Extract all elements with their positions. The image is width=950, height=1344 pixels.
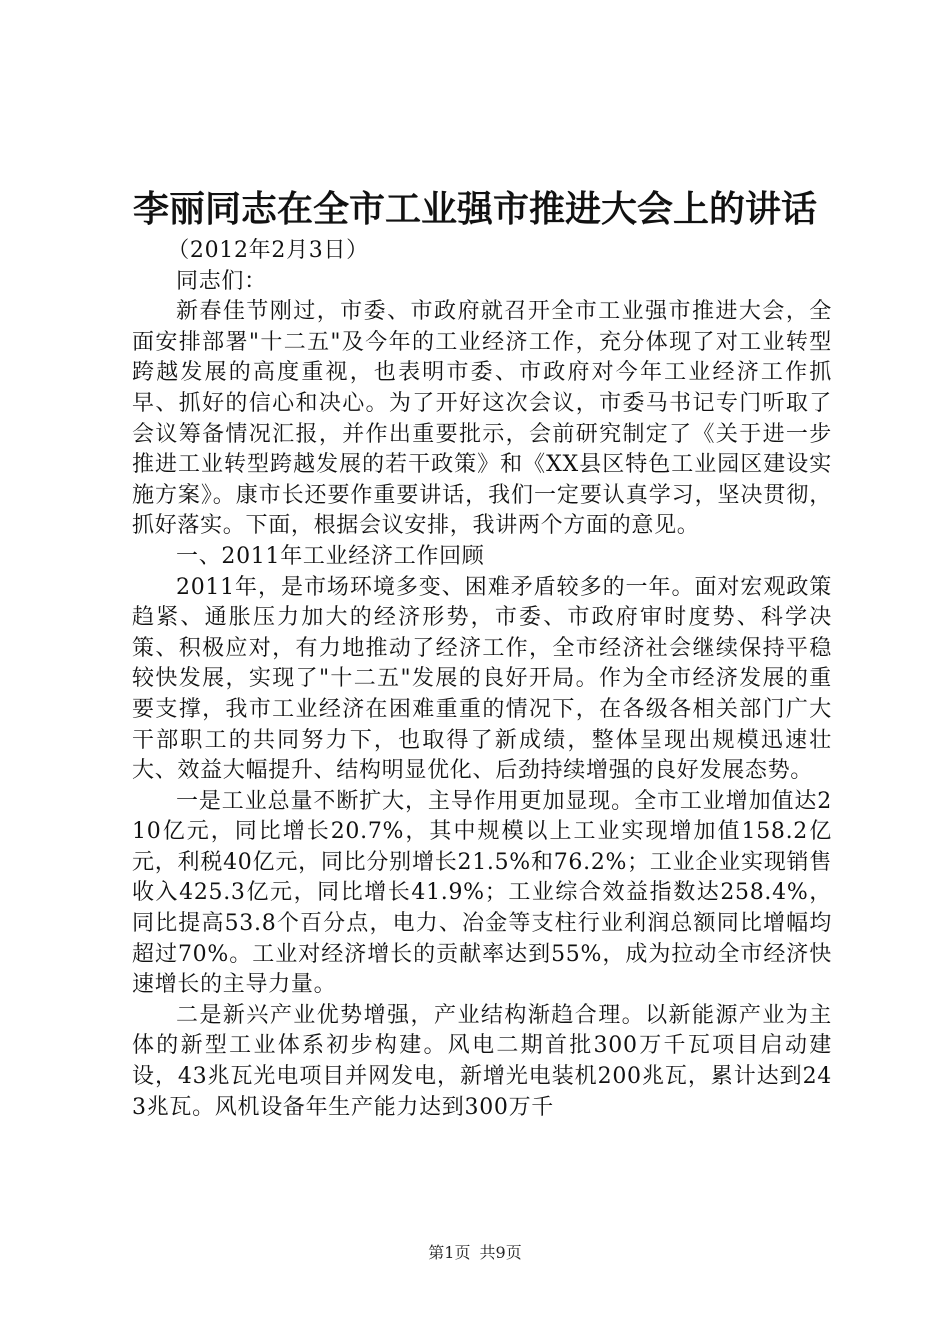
document-date: （2012年2月3日） xyxy=(167,238,369,263)
paragraph: 一是工业总量不断扩大，主导作用更加显现。全市工业增加值达210亿元，同比增长20.7%，其中规模以上工业实现增加值158.2亿元，利税40亿元，同比分别增长21.5%和76.2%；工业企业实现销售收入425.3亿元，同比增长41.9%；工业综合效益指数达258.4%，同比提高53.8个百分点，电力、冶金等支柱行业利润总额同比增幅均超过70%。工业对经济增长的贡献率达到55%，成为拉动全市经济快速增长的主导力量。 xyxy=(132,788,832,998)
salutation: 同志们： xyxy=(176,268,267,294)
paragraph: 新春佳节刚过，市委、市政府就召开全市工业强市推进大会，全面安排部署"十二五"及今年的工业经济工作，充分体现了对工业转型跨越发展的高度重视，也表明市委、市政府对今年工业经济工作抓早、抓好的信心和决心。为了开好这次会议，市委马书记专门听取了会议筹备情况汇报，并作出重要批示，会前研究制定了《关于进一步推进工业转型跨越发展的若干政策》和《XX县区特色工业园区建设实施方案》。康市长还要作重要讲话，我们一定要认真学习，坚决贯彻，抓好落实。下面，根据会议安排，我讲两个方面的意见。 xyxy=(132,299,832,539)
paragraph: 二是新兴产业优势增强，产业结构渐趋合理。以新能源产业为主体的新型工业体系初步构建。风电二期首批300万千瓦项目启动建设，43兆瓦光电项目并网发电，新增光电装机200兆瓦，累计达到243兆瓦。风机设备年生产能力达到300万千 xyxy=(132,1002,832,1120)
paragraph: 2011年，是市场环境多变、困难矛盾较多的一年。面对宏观政策趋紧、通胀压力加大的经济形势，市委、市政府审时度势、科学决策、积极应对，有力地推动了经济工作，全市经济社会继续保持平稳较快发展，实现了"十二五"发展的良好开局。作为全市经济发展的重要支撑，我市工业经济在困难重重的情况下，在各级各相关部门广大干部职工的共同努力下，也取得了新成绩，整体呈现出规模迅速壮大、效益大幅提升、结构明显优化、后劲持续增强的良好发展态势。 xyxy=(132,574,832,784)
page-number: 第1页 xyxy=(428,1243,471,1262)
document-body xyxy=(132,236,832,1123)
section-heading: 一、2011年工业经济工作回顾 xyxy=(176,543,485,569)
page-footer xyxy=(0,1242,950,1264)
document-title: 李丽同志在全市工业强市推进大会上的讲话 xyxy=(132,188,817,230)
page-total: 共9页 xyxy=(479,1243,522,1262)
